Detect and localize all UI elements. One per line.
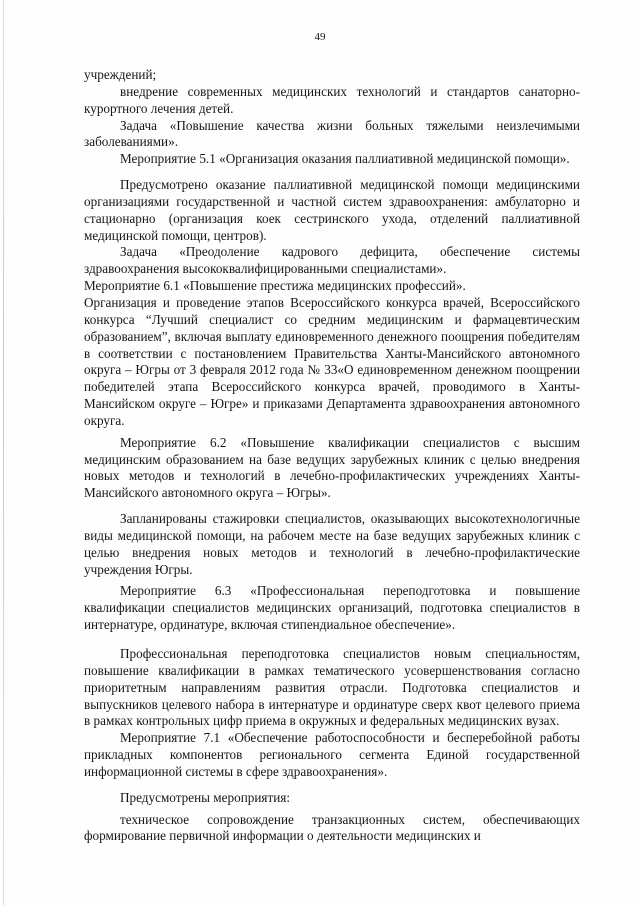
paragraph-spacer [84,634,580,646]
paragraph: Мероприятие 5.1 «Организация оказания паллиативной медицинской помощи». [120,151,570,167]
paragraph: Запланированы стажировки специалистов, оказывающих высокотехнологичные виды медицинской помощи, на рабочем месте на базе ведущих зарубежных клиник с целью внедрения новых методов и технологий в лечебно-профилактические учреждения Югры. [84,511,580,577]
paragraph: внедрение современных медицинских технологий и стандартов санаторно-курортного лечения детей. [84,83,580,116]
paragraph: Предусмотрены мероприятия: [120,789,291,805]
paragraph: техническое сопровождение транзакционных систем, обеспечивающих формирование первичной информации о деятельности медицинских и [84,811,580,844]
paragraph: Мероприятие 6.2 «Повышение квалификации специалистов с высшим медицинским образованием на базе ведущих зарубежных клиник с целью внедрения новых методов и технологий в лечебно-профилактических учреждениях Ханты-Мансийского автономного округа – Югры». [84,434,580,501]
page-number: 49 [314,31,326,43]
paragraph: Организация и проведение этапов Всероссийского конкурса врачей, Всероссийского конкурса “Лучший специалист со средним медицинским и фармацевтическим образованием”, включая выплату единовременного денежного поощрения победителям в соответствии с постановлением Правительства Ханты-Мансийского автономного округа – Югры от 3 февраля 2012 года № 33«О единовременном денежном поощрении победителей этапа Всероссийского конкурса врачей, проводимого в Ханты-Мансийском округе – Югре» и приказами Департамента здравоохранения автономного округа. [84,294,580,428]
paragraph-spacer [84,781,580,790]
paragraph: Профессиональная переподготовка специалистов новым специальностям, повышение квалификации в рамках тематического усовершенствования согласно приоритетным направлениям развития отрасли. Подготовка специалистов и выпускников целевого набора в интернатуре и ординатуре сверх квот целевого приема в рамках контрольных цифр приема в окружных и федеральных медицинских вузах. [84,646,580,729]
paragraph: учреждений; [84,67,157,82]
paragraph: Мероприятие 6.3 «Профессиональная переподготовка и повышение квалификации специалистов медицинских организаций, подготовка специалистов в интернатуре, ординатуре, включая стипендиальное обеспечение». [84,583,580,633]
paragraph-spacer [84,168,580,177]
scan-edge [3,0,4,905]
paragraph: Задача «Повышение качества жизни больных тяжелыми неизлечимыми заболеваниями». [84,117,580,150]
paragraph: Задача «Преодоление кадрового дефицита, обеспечение системы здравоохранения высококвалифицированными специалистами». [84,244,580,277]
document-body [84,67,580,845]
paragraph: Мероприятие 7.1 «Обеспечение работоспособности и бесперебойной работы прикладных компонентов регионального сегмента Единой государственной информационной системы в сфере здравоохранения». [84,730,580,779]
paragraph-spacer [84,502,580,511]
paragraph: Предусмотрено оказание паллиативной медицинской помощи медицинскими организациями государственной и частной систем здравоохранения: амбулаторно и стационарно (организация коек сестринского ухода, отделений паллиативной медицинской помощи, центров). [84,177,580,243]
paragraph: Мероприятие 6.1 «Повышение престижа медицинских профессий». [84,278,466,294]
